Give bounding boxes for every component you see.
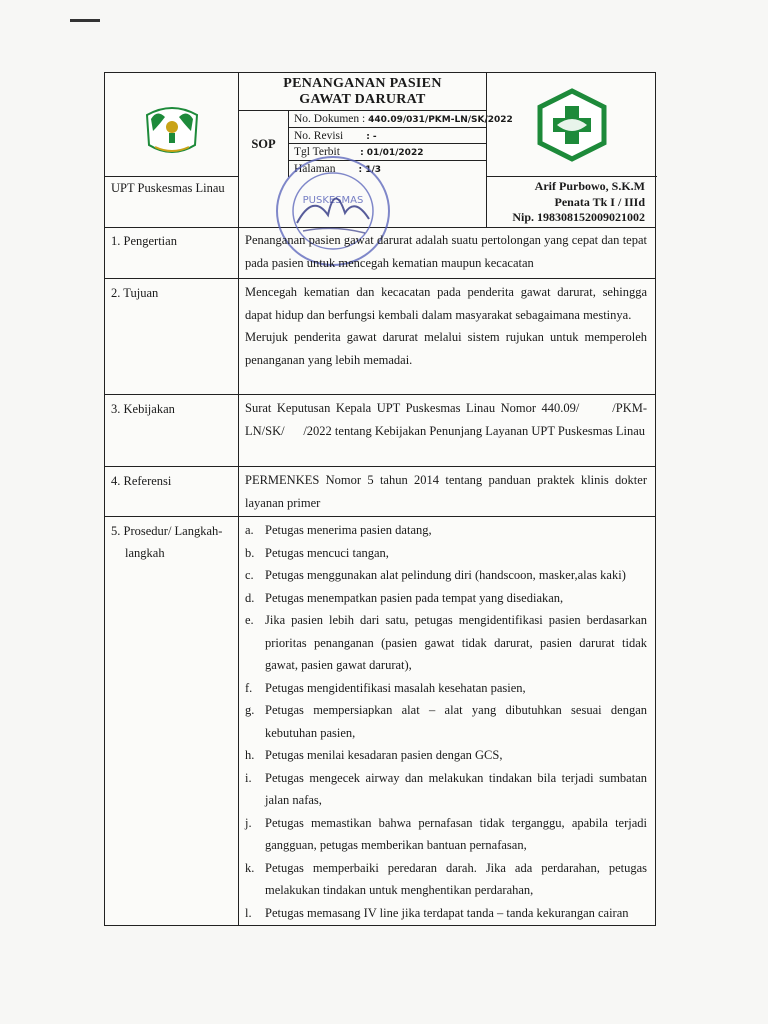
signer-name: Arif Purbowo, S.K.M (534, 179, 645, 193)
procedure-step (245, 767, 647, 812)
steps-list (245, 519, 647, 924)
procedure-step (245, 812, 647, 857)
section-content: Penanganan pasien gawat darurat adalah suatu pertolongan yang cepat dan tepat pada pasien untuk mencegah kematian maupun kecacatan (245, 233, 647, 270)
step-letter: k. (245, 860, 255, 875)
step-letter: i. (245, 770, 252, 785)
procedure-step (245, 744, 647, 767)
procedure-step (245, 677, 647, 700)
procedure-step (245, 587, 647, 610)
section-label: 4. Referensi (105, 467, 239, 516)
meta-page: Halaman : 1/3 (294, 162, 382, 175)
meta-issue-date: Tgl Terbit : 01/01/2022 (289, 144, 487, 161)
step-letter: f. (245, 680, 253, 695)
procedure-step (245, 542, 647, 565)
document-title (239, 73, 486, 111)
step-letter: l. (245, 905, 252, 920)
procedure-step (245, 519, 647, 542)
step-text: Petugas mengecek airway dan melakukan tindakan bila terjadi sumbatan jalan nafas, (265, 770, 647, 807)
regency-emblem-icon (105, 73, 239, 177)
section-referensi (105, 467, 655, 517)
section-content: Mencegah kematian dan kecacatan pada penderita gawat darurat, sehingga dapat hidup dan berfungsi kembali dalam masyarakat sebagaimana mestinya. Merujuk penderita gawat darurat melalui sistem rujukan untuk memperoleh penanganan yang lebih memadai. (245, 285, 647, 367)
stamp-text: PUSKESMAS (302, 195, 364, 206)
section-label: 2. Tujuan (105, 279, 239, 394)
section-tujuan (105, 279, 655, 395)
section-prosedur (105, 517, 655, 925)
title-line-2: GAWAT DARURAT (299, 92, 426, 107)
step-text: Petugas menempatkan pasien pada tempat yang disediakan, (265, 590, 564, 605)
procedure-step (245, 699, 647, 744)
section-label: 5. Prosedur/ Langkah- langkah (105, 517, 239, 925)
section-pengertian (105, 227, 655, 279)
puskesmas-logo-cell (487, 73, 657, 177)
scan-mark (70, 19, 100, 22)
section-content: PERMENKES Nomor 5 tahun 2014 tentang panduan praktek klinis dokter layanan primer (245, 473, 647, 510)
signatory-block (487, 177, 657, 227)
step-text: Petugas menilai kesadaran pasien dengan GCS, (265, 748, 503, 762)
section-label: 1. Pengertian (105, 227, 239, 278)
step-letter: j. (245, 815, 252, 830)
step-text: Petugas mempersiapkan alat – alat yang dibutuhkan sesuai dengan kebutuhan pasien, (265, 703, 647, 740)
section-label: 3. Kebijakan (105, 395, 239, 466)
step-text: Petugas mencuci tangan, (265, 545, 389, 560)
step-text: Petugas mengidentifikasi masalah kesehatan pasien, (265, 680, 526, 695)
step-text: Petugas memasang IV line jika terdapat tanda – tanda kekurangan cairan (265, 905, 629, 920)
regency-logo-cell (105, 73, 239, 177)
unit-name: UPT Puskesmas Linau (105, 177, 239, 227)
signer-nip: Nip. 198308152009021002 (512, 210, 645, 224)
procedure-step (245, 564, 647, 587)
sop-document (104, 72, 656, 926)
section-kebijakan (105, 395, 655, 467)
meta-doc-number: No. Dokumen : 440.09/031/PKM-LN/SK/2022 (289, 111, 487, 128)
step-letter: b. (245, 545, 255, 560)
step-text: Petugas menerima pasien datang, (265, 523, 432, 537)
step-letter: h. (245, 748, 255, 762)
procedure-step (245, 609, 647, 677)
section-content: Surat Keputusan Kepala UPT Puskesmas Linau Nomor 440.09/ /PKM-LN/SK/ /2022 tentang Kebijakan Penunjang Layanan UPT Puskesmas Linau (245, 401, 647, 438)
step-text: Petugas memperbaiki peredaran darah. Jika ada perdarahan, petugas melakukan tindakan untuk menghentikan perdarahan, (265, 860, 647, 897)
step-text: Jika pasien lebih dari satu, petugas mengidentifikasi pasien berdasarkan prioritas penanganan (pasien gawat tidak darurat, pasien darurat tidak gawat, pasien gawat darurat), (265, 613, 647, 672)
puskesmas-cross-icon (487, 73, 657, 177)
step-letter: e. (245, 613, 254, 627)
step-text: Petugas memastikan bahwa pernafasan tidak terganggu, apabila terjadi gangguan, petugas memberikan bantuan pernafasan, (265, 815, 647, 852)
signer-rank: Penata Tk I / IIId (554, 194, 645, 209)
procedure-step (245, 857, 647, 902)
step-text: Petugas menggunakan alat pelindung diri (handscoon, masker,alas kaki) (265, 568, 626, 582)
step-letter: d. (245, 590, 255, 605)
step-letter: a. (245, 523, 254, 537)
procedure-step (245, 902, 647, 925)
meta-revision: No. Revisi : - (289, 128, 487, 145)
step-letter: c. (245, 568, 254, 582)
step-letter: g. (245, 703, 255, 717)
title-line-1: PENANGANAN PASIEN (283, 76, 442, 91)
sop-label: SOP (239, 111, 289, 177)
procedure-steps (239, 517, 655, 924)
